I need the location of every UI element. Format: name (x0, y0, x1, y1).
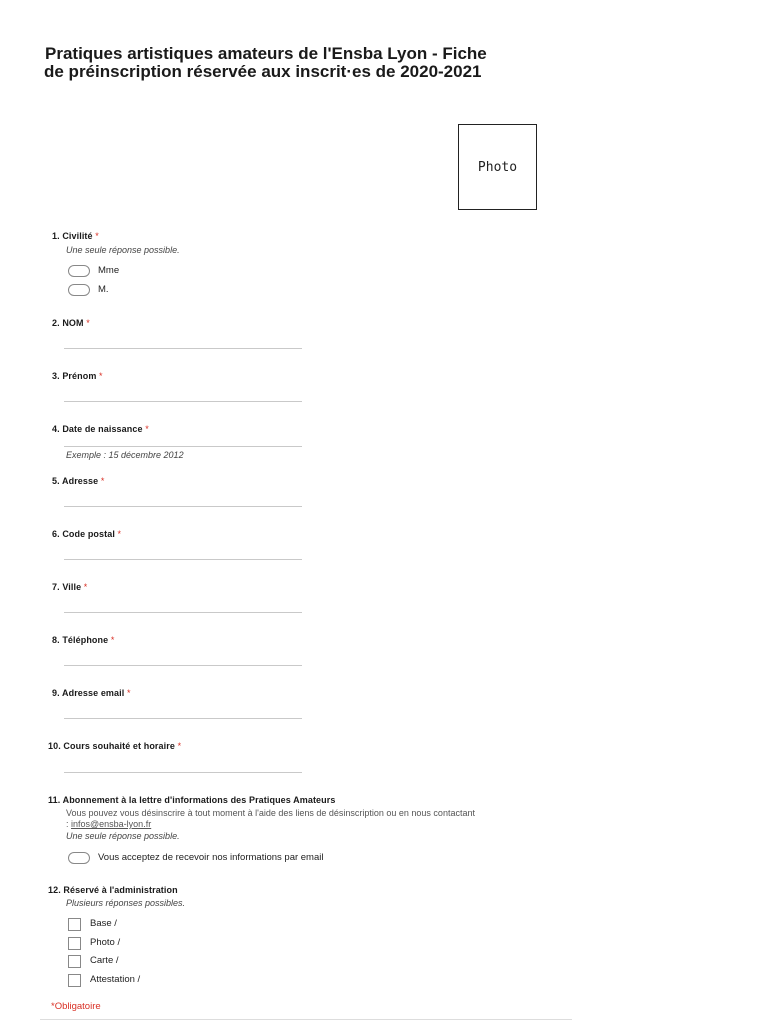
code-postal-input[interactable] (64, 559, 302, 560)
radio-m[interactable] (68, 284, 90, 296)
date-example: Exemple : 15 décembre 2012 (66, 450, 184, 460)
question-adresse: 5. Adresse * (52, 476, 105, 486)
photo-label: Photo (477, 159, 518, 175)
radio-newsletter-accept[interactable] (68, 852, 90, 864)
adresse-input[interactable] (64, 506, 302, 507)
form-title (44, 45, 564, 81)
question-nom: 2. NOM * (52, 318, 90, 328)
option-base-label: Base / (90, 918, 117, 929)
radio-mme[interactable] (68, 265, 90, 277)
hint-single-answer: Une seule réponse possible. (66, 831, 180, 841)
required-note: *Obligatoire (51, 1001, 101, 1012)
option-photo-label: Photo / (90, 937, 121, 948)
checkbox-carte[interactable] (68, 955, 81, 968)
email-input[interactable] (64, 718, 302, 719)
email-link[interactable]: infos@ensba-lyon.fr (71, 819, 152, 829)
question-date-naissance: 4. Date de naissance * (52, 424, 149, 434)
question-telephone: 8. Téléphone * (52, 635, 115, 645)
checkbox-photo[interactable] (68, 937, 81, 950)
option-mme-label: Mme (98, 265, 120, 276)
cours-input[interactable] (64, 772, 302, 773)
ville-input[interactable] (64, 612, 302, 613)
hint-single-answer: Une seule réponse possible. (66, 245, 180, 255)
option-m-label: M. (98, 284, 109, 295)
telephone-input[interactable] (64, 665, 302, 666)
hint-multiple-answers: Plusieurs réponses possibles. (66, 898, 186, 908)
divider (40, 1019, 572, 1020)
date-naissance-input[interactable] (64, 446, 302, 447)
newsletter-description: Vous pouvez vous désinscrire à tout moment à l'aide des liens de désinscription ou en nous contactant : infos@ensba-lyon.fr (66, 808, 475, 829)
form-title-line2: de préinscription réservée aux inscrit·es de 2020-2021 (44, 62, 482, 81)
prenom-input[interactable] (64, 401, 302, 402)
photo-box (458, 124, 537, 210)
option-carte-label: Carte / (90, 955, 119, 966)
option-newsletter-label: Vous acceptez de recevoir nos informations par email (98, 852, 324, 863)
form-title-line1: Pratiques artistiques amateurs de l'Ensba Lyon - Fiche (45, 44, 487, 63)
option-attestation-label: Attestation / (90, 974, 141, 985)
question-newsletter: 11. Abonnement à la lettre d'informations des Pratiques Amateurs (48, 795, 336, 805)
nom-input[interactable] (64, 348, 302, 349)
question-administration: 12. Réservé à l'administration (48, 885, 178, 895)
question-cours: 10. Cours souhaité et horaire * (48, 741, 182, 751)
question-ville: 7. Ville * (52, 582, 88, 592)
question-prenom: 3. Prénom * (52, 371, 103, 381)
checkbox-attestation[interactable] (68, 974, 81, 987)
question-email: 9. Adresse email * (52, 688, 131, 698)
question-civilite: 1. Civilité * (52, 231, 99, 241)
checkbox-base[interactable] (68, 918, 81, 931)
question-code-postal: 6. Code postal * (52, 529, 122, 539)
